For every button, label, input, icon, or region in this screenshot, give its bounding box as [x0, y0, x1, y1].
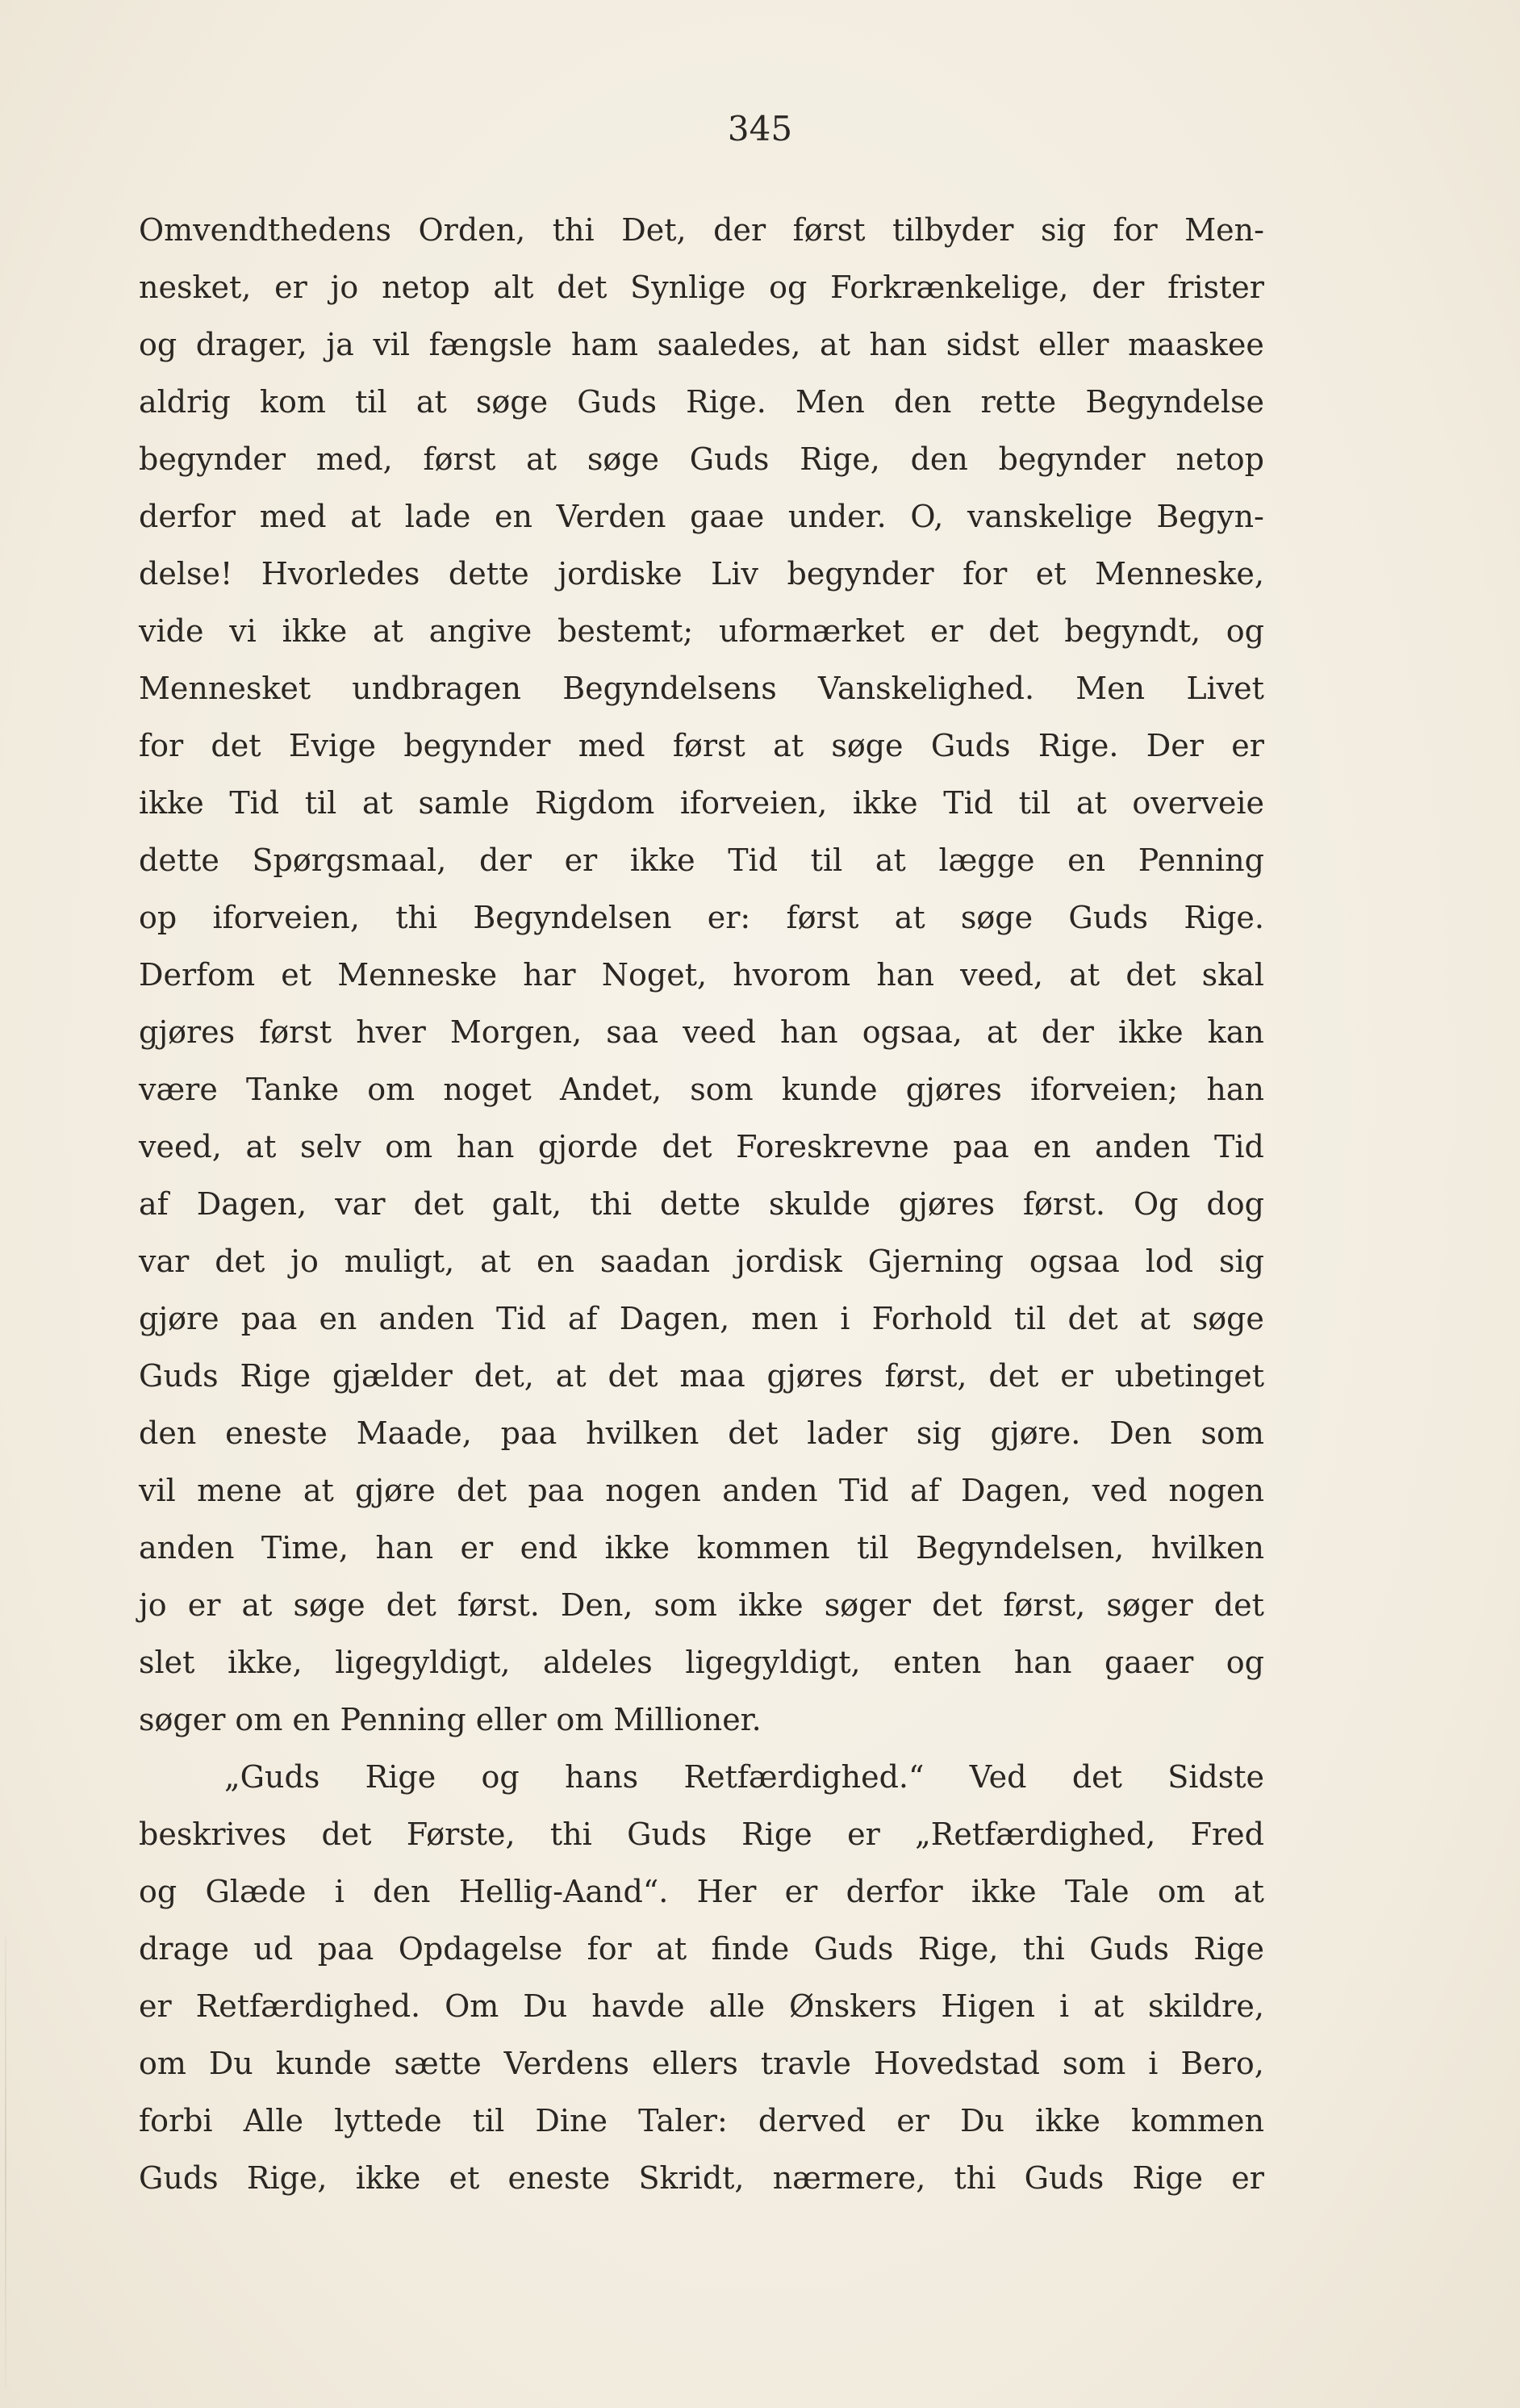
- text-line: er Retfærdighed. Om Du havde alle Ønskers Higen i at skildre,: [139, 1988, 1264, 2024]
- page-number: 345: [727, 109, 793, 148]
- body-text: [139, 202, 1264, 2207]
- text-line: drage ud paa Opdagelse for at finde Guds Rige, thi Guds Rige: [139, 1931, 1264, 1967]
- paragraph: [139, 202, 1264, 1749]
- text-line: Omvendthedens Orden, thi Det, der først tilbyder sig for Men-: [139, 212, 1264, 248]
- text-line: søger om en Penning eller om Millioner.: [139, 1702, 762, 1737]
- text-line: Derfom et Menneske har Noget, hvorom han veed, at det skal: [139, 957, 1264, 993]
- text-line: delse! Hvorledes dette jordiske Liv begynder for et Menneske,: [139, 556, 1264, 592]
- text-line: gjøre paa en anden Tid af Dagen, men i Forhold til det at søge: [139, 1301, 1264, 1336]
- text-line: vil mene at gjøre det paa nogen anden Tid af Dagen, ved nogen: [139, 1473, 1264, 1508]
- text-line: om Du kunde sætte Verdens ellers travle Hovedstad som i Bero,: [139, 2046, 1264, 2081]
- text-line: aldrig kom til at søge Guds Rige. Men den rette Begyndelse: [139, 384, 1264, 420]
- text-line: begynder med, først at søge Guds Rige, den begynder netop: [139, 441, 1264, 477]
- text-line: anden Time, han er end ikke kommen til Begyndelsen, hvilken: [139, 1530, 1264, 1566]
- text-line: var det jo muligt, at en saadan jordisk Gjerning ogsaa lod sig: [139, 1244, 1264, 1279]
- text-line: nesket, er jo netop alt det Synlige og Forkrænkelige, der frister: [139, 270, 1264, 305]
- text-line: slet ikke, ligegyldigt, aldeles ligegyldigt, enten han gaaer og: [139, 1645, 1264, 1680]
- text-line: være Tanke om noget Andet, som kunde gjøres iforveien; han: [139, 1072, 1264, 1107]
- text-line: ikke Tid til at samle Rigdom iforveien, ikke Tid til at overveie: [139, 785, 1264, 821]
- text-line: dette Spørgsmaal, der er ikke Tid til at lægge en Penning: [139, 842, 1264, 878]
- text-line: Guds Rige, ikke et eneste Skridt, nærmere, thi Guds Rige er: [139, 2160, 1264, 2196]
- page-gutter-shadow: [5, 1937, 6, 2389]
- text-line: beskrives det Første, thi Guds Rige er „Retfærdighed, Fred: [139, 1816, 1264, 1852]
- text-line: op iforveien, thi Begyndelsen er: først at søge Guds Rige.: [139, 900, 1264, 935]
- text-line: jo er at søge det først. Den, som ikke søger det først, søger det: [139, 1587, 1264, 1623]
- text-line: for det Evige begynder med først at søge Guds Rige. Der er: [139, 728, 1264, 763]
- text-line: veed, at selv om han gjorde det Foreskrevne paa en anden Tid: [139, 1129, 1264, 1164]
- text-line: Mennesket undbragen Begyndelsens Vanskelighed. Men Livet: [139, 671, 1264, 706]
- text-line: og Glæde i den Hellig-Aand“. Her er derfor ikke Tale om at: [139, 1874, 1264, 1909]
- text-line: derfor med at lade en Verden gaae under. O, vanskelige Begyn-: [139, 499, 1264, 534]
- text-line: „Guds Rige og hans Retfærdighed.“ Ved det Sidste: [224, 1759, 1264, 1795]
- text-line: og drager, ja vil fængsle ham saaledes, at han sidst eller maaskee: [139, 327, 1264, 362]
- text-line: den eneste Maade, paa hvilken det lader sig gjøre. Den som: [139, 1415, 1264, 1451]
- text-line: gjøres først hver Morgen, saa veed han ogsaa, at der ikke kan: [139, 1014, 1264, 1050]
- text-line: Guds Rige gjælder det, at det maa gjøres først, det er ubetinget: [139, 1358, 1264, 1394]
- text-line: af Dagen, var det galt, thi dette skulde gjøres først. Og dog: [139, 1186, 1264, 1222]
- text-line: forbi Alle lyttede til Dine Taler: derved er Du ikke kommen: [139, 2103, 1264, 2138]
- text-line: vide vi ikke at angive bestemt; uformærket er det begyndt, og: [139, 613, 1264, 649]
- paragraph: [139, 1749, 1264, 2207]
